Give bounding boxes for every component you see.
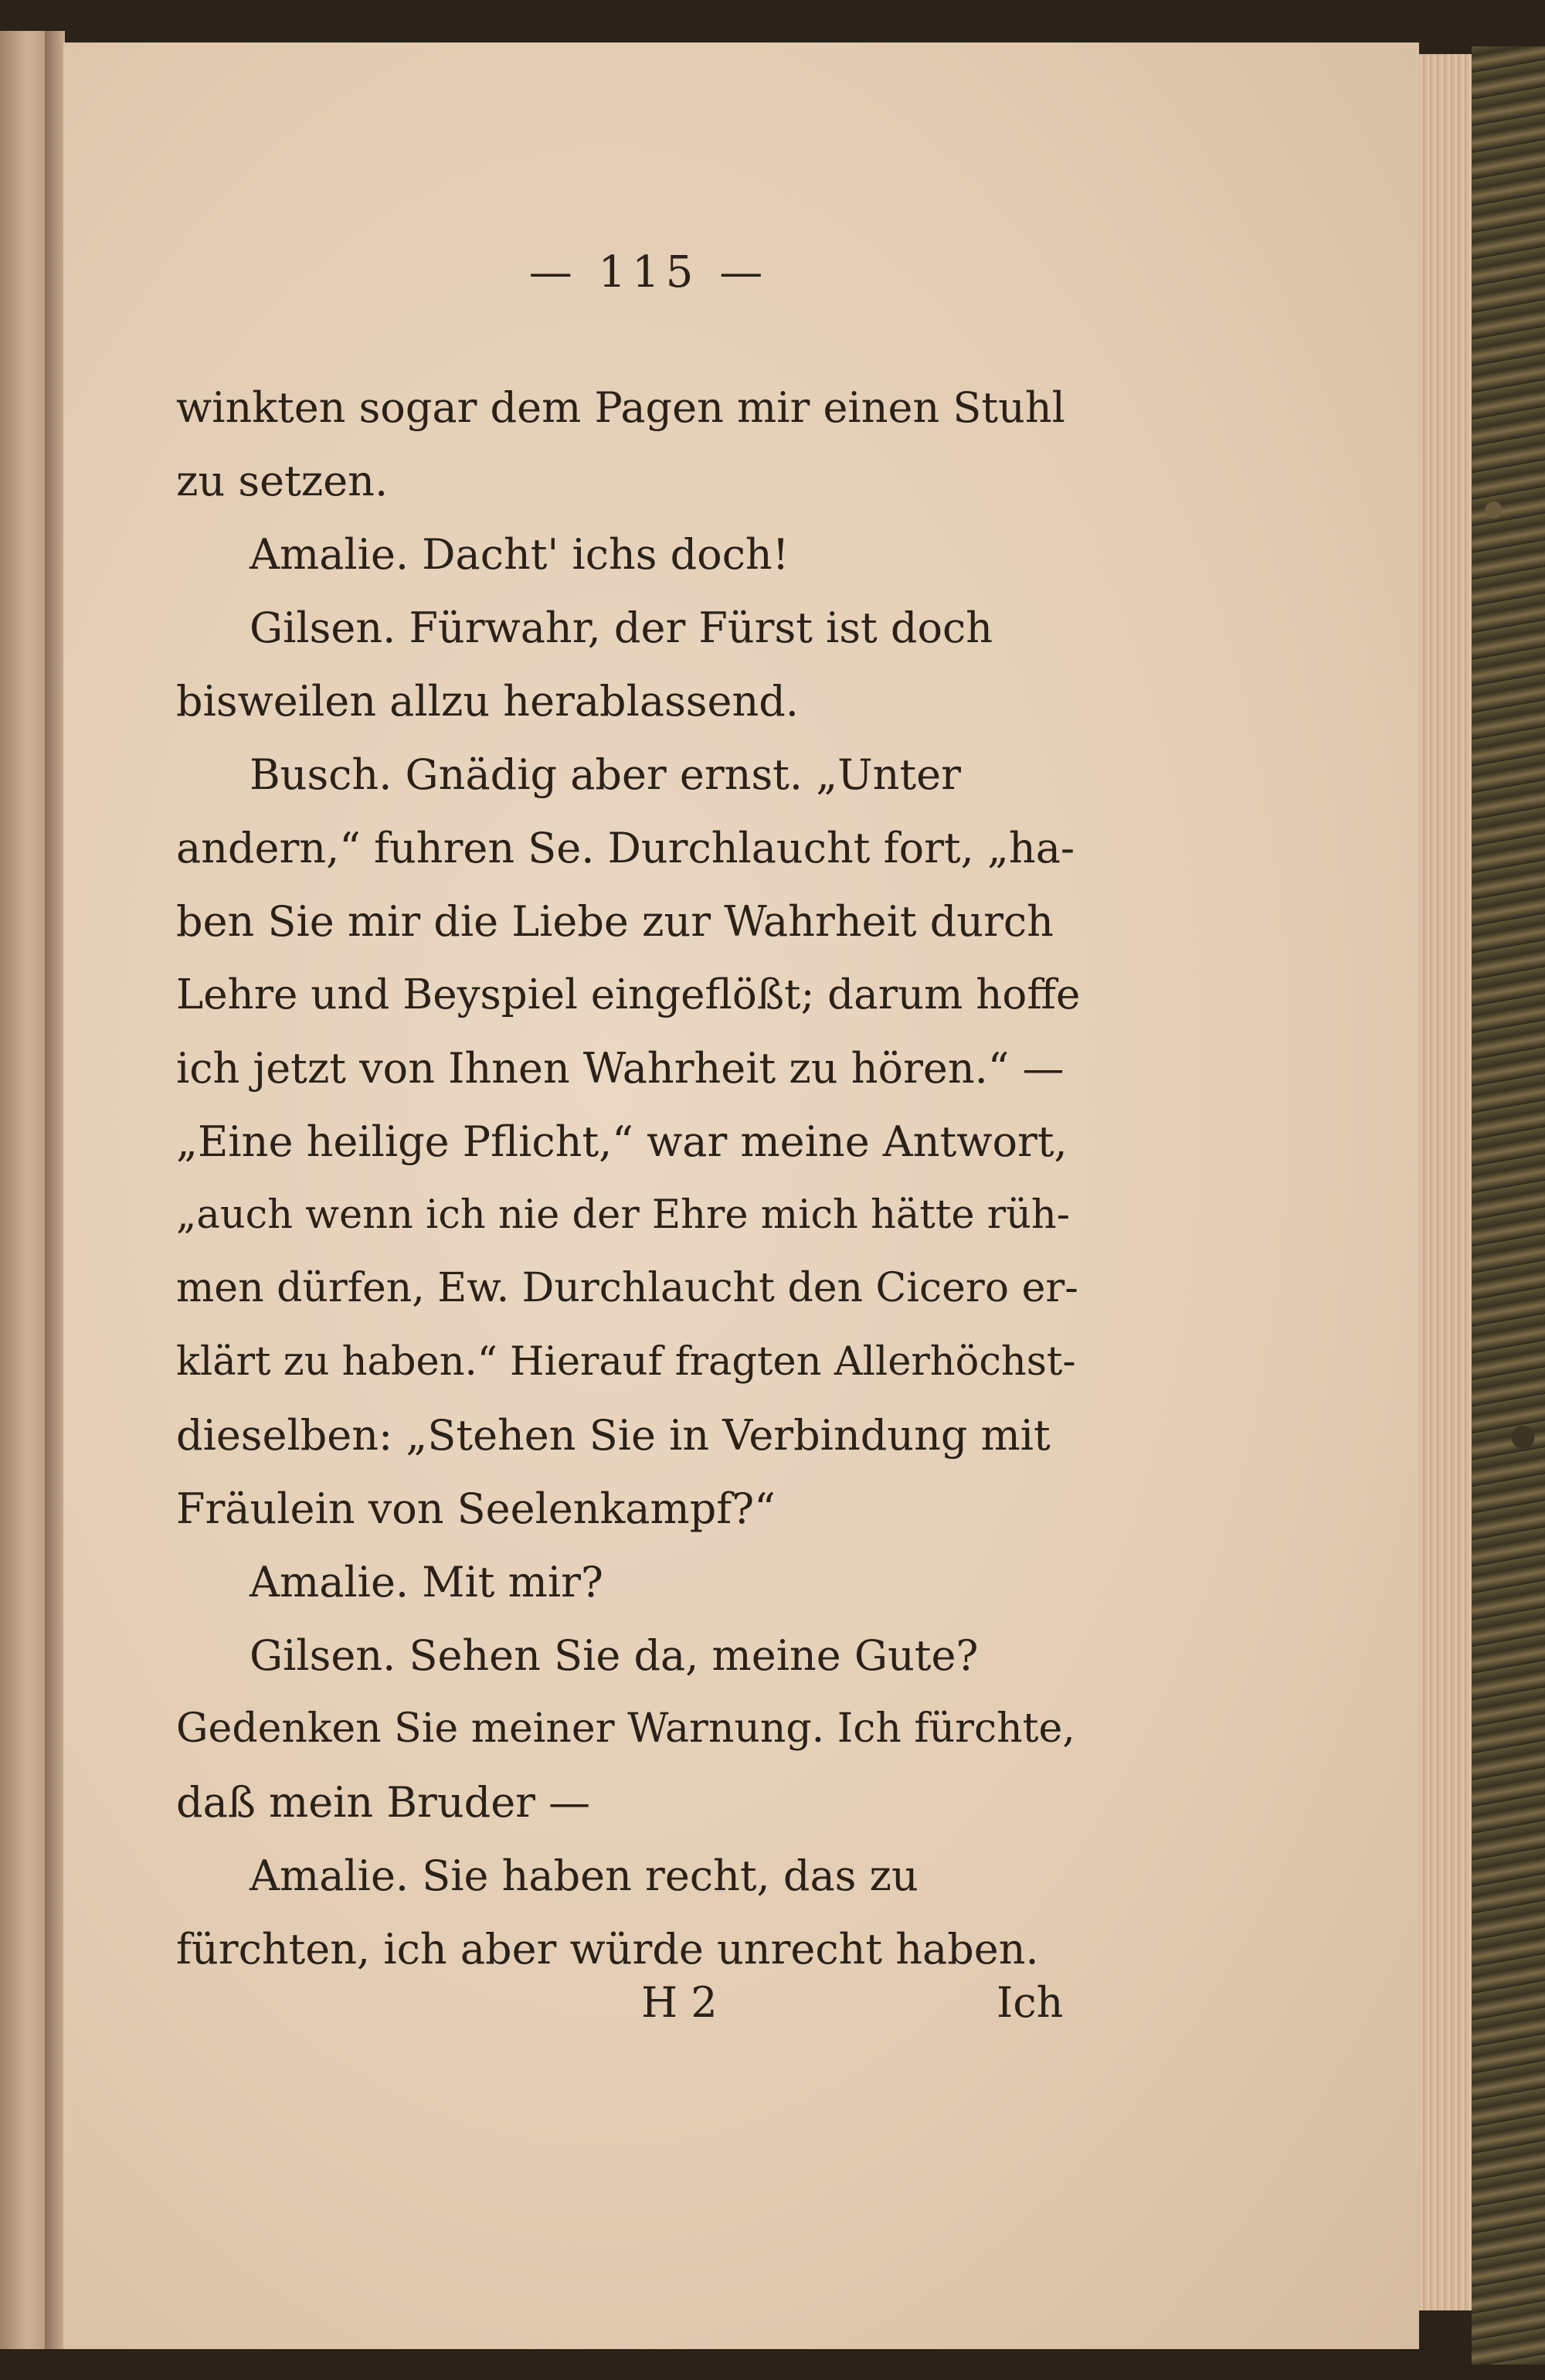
text-line: winkten sogar dem Pagen mir einen Stuhl: [176, 383, 1065, 432]
catchword: Ich: [997, 1978, 1064, 2027]
book-gutter: [45, 31, 65, 2349]
signature-mark: H 2: [641, 1978, 718, 2027]
text-line: ich jetzt von Ihnen Wahrheit zu hören.“ —: [176, 1044, 1065, 1093]
text-line: andern,“ fuhren Se. Durchlaucht fort, „ha-: [176, 824, 1075, 872]
text-line: Amalie. Dacht' ichs doch!: [250, 530, 789, 579]
text-line: Fräulein von Seelenkampf?“: [176, 1484, 776, 1533]
text-line: Amalie. Sie haben recht, das zu: [250, 1851, 919, 1900]
left-page-edge: [0, 31, 46, 2349]
text-line: daß mein Bruder —: [176, 1778, 591, 1827]
marbled-cover: [1472, 46, 1545, 2365]
text-line: Lehre und Beyspiel eingeflößt; darum hoffe: [176, 971, 1081, 1018]
text-line: ben Sie mir die Liebe zur Wahrheit durch: [176, 897, 1054, 946]
text-line: „auch wenn ich nie der Ehre mich hätte rüh-: [176, 1192, 1071, 1238]
text-line: klärt zu haben.“ Hierauf fragten Allerhöchst-: [176, 1339, 1076, 1385]
text-line: men dürfen, Ew. Durchlaucht den Cicero er-: [176, 1265, 1078, 1311]
text-line: zu setzen.: [176, 457, 389, 505]
text-line: Gilsen. Fürwahr, der Fürst ist doch: [250, 604, 993, 652]
text-line: dieselben: „Stehen Sie in Verbindung mit: [176, 1411, 1051, 1460]
text-line: Gedenken Sie meiner Warnung. Ich fürchte,: [176, 1705, 1075, 1752]
text-line: bisweilen allzu herablassend.: [176, 677, 799, 726]
text-line: Busch. Gnädig aber ernst. „Unter: [250, 750, 961, 799]
text-line: Amalie. Mit mir?: [250, 1558, 603, 1606]
text-line: „Eine heilige Pflicht,“ war meine Antwort,: [176, 1117, 1068, 1166]
text-line: fürchten, ich aber würde unrecht haben.: [176, 1925, 1039, 1974]
page-edges: [1419, 54, 1473, 2310]
page-number: — 115 —: [528, 247, 769, 298]
text-line: Gilsen. Sehen Sie da, meine Gute?: [250, 1631, 979, 1680]
